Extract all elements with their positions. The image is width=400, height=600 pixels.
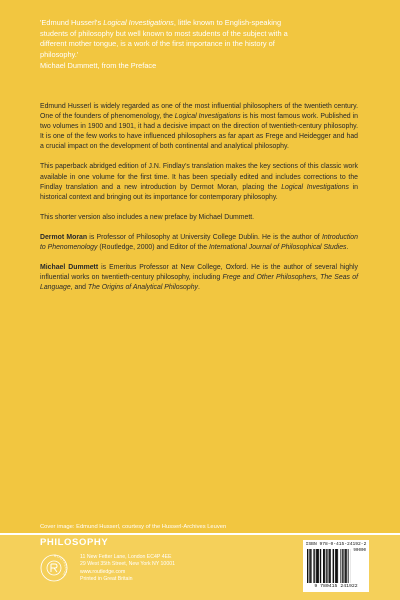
- quote-text: 'Edmund Husserl's Logical Investigations, little known to English-speaking students of philosophy but well known to most students of the subject with a different mother tongue, is a work of the first importance in the history of philosophy.': [40, 18, 288, 59]
- footer-divider: [0, 533, 400, 535]
- paragraph-author-moran: Dermot Moran is Professor of Philosophy at University College Dublin. He is the author of Introduction to Phenomenology (Routledge, 2000) and Editor of the International Journal of Philosophical Studies.: [40, 233, 358, 252]
- praise-quote: [40, 18, 310, 72]
- barcode-panel: [303, 540, 369, 592]
- paragraph-author-dummett: Michael Dummett is Emeritus Professor at New College, Oxford. He is the author of several highly influential works on twentieth-century philosophy, including Frege and Other Philosophers, The Seas of Language, and The Origins of Analytical Philosophy.: [40, 264, 358, 292]
- svg-text:ROUTLEDGE: ROUTLEDGE: [53, 554, 68, 577]
- paragraph-intro: Edmund Husserl is widely regarded as one of the most influential philosophers of the twentieth century. One of the founders of phenomenology, the Logical Investigations is his most famous work. Published in two volumes in 1900 and 1901, it had a decisive impact on the direction of twentieth-century philosophy. It is one of the few works to have influenced philosophers as far apart as Frege and Heidegger and had a crucial impact on the development of both continental and analytical philosophy.: [40, 103, 358, 151]
- paragraph-edition: This paperback abridged edition of J.N. Findlay's translation makes the key sections of this classic work available in one volume for the first time. It has been specially edited and includes corrections to the Findlay translation and a new introduction by Dermot Moran, placing the Logical Investigations in historical context and bringing out its importance for contemporary philosophy.: [40, 163, 359, 201]
- barcode-icon: [307, 549, 351, 583]
- isbn-text: ISBN 978-0-415-24192-2: [305, 542, 367, 547]
- blurb: [40, 102, 358, 303]
- publisher-address: [80, 554, 280, 584]
- publisher-website: www.routledge.com: [80, 568, 126, 575]
- ean-number: 9 780415 241922: [314, 584, 358, 589]
- routledge-logo-icon: [40, 554, 68, 582]
- address-line: 29 West 35th Street, New York NY 10001: [80, 561, 175, 568]
- paragraph-preface: This shorter version also includes a new preface by Michael Dummett.: [40, 213, 255, 221]
- quote-attribution: Michael Dummett, from the Preface: [40, 61, 157, 71]
- printed-in-line: Printed in Great Britain: [80, 576, 133, 583]
- price-code: 90000: [353, 549, 366, 553]
- subject-label: PHILOSOPHY: [40, 537, 109, 548]
- cover-image-credit: Cover image: Edmund Husserl, courtesy of the Husserl-Archives Leuven: [40, 524, 227, 530]
- address-line: 11 New Fetter Lane, London EC4P 4EE: [80, 554, 172, 560]
